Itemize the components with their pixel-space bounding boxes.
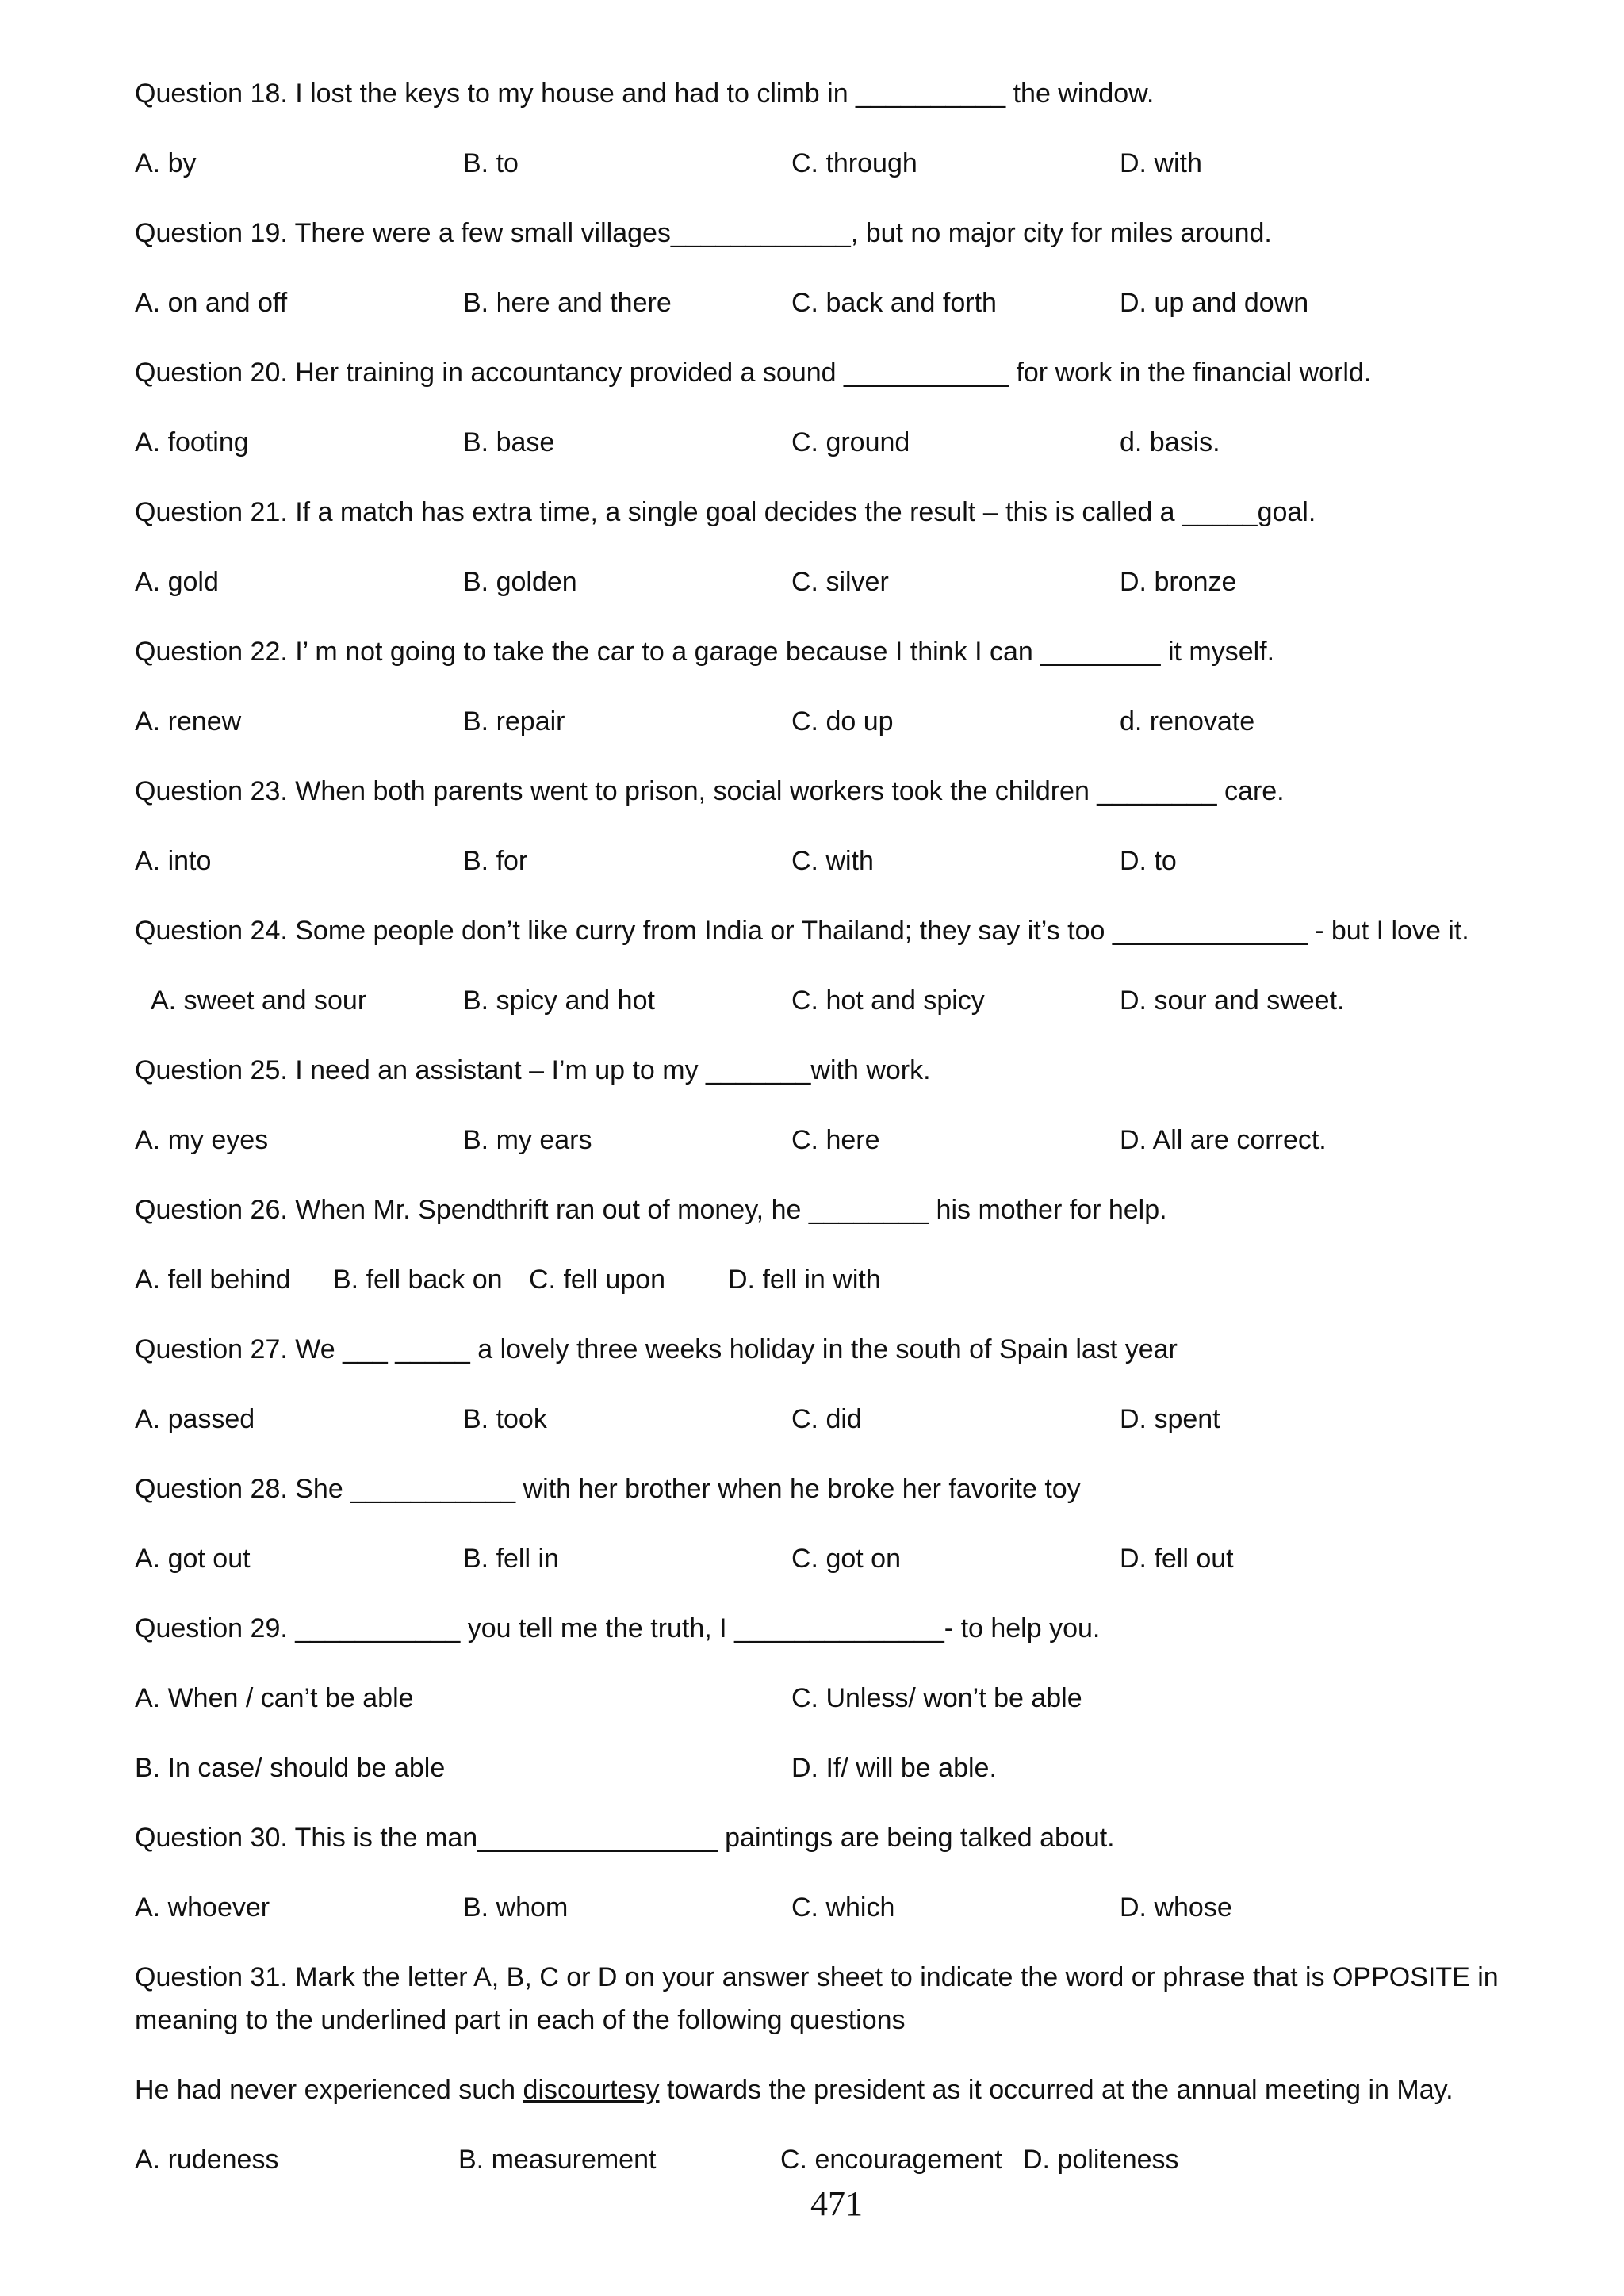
question-24-stem: Question 24. Some people don’t like curry from India or Thailand; they say it’s too _____________ - but I love it. xyxy=(135,916,1469,946)
question-25-option-b: B. my ears xyxy=(463,1125,592,1155)
question-31-option-a: A. rudeness xyxy=(135,2145,279,2175)
question-24-option-c: C. hot and spicy xyxy=(791,985,985,1016)
question-20-stem: Question 20. Her training in accountancy provided a sound ___________ for work in the financial world. xyxy=(135,358,1372,388)
question-31-underlined-word: discourtesy xyxy=(523,2075,660,2105)
question-18-stem: Question 18. I lost the keys to my house and had to climb in __________ the window. xyxy=(135,78,1155,109)
question-25-option-a: A. my eyes xyxy=(135,1125,269,1155)
question-28-option-d: D. fell out xyxy=(1120,1544,1234,1574)
question-19-stem: Question 19. There were a few small villages____________, but no major city for miles around. xyxy=(135,218,1272,248)
question-27-option-a: A. passed xyxy=(135,1404,255,1434)
question-28-option-c: C. got on xyxy=(791,1544,901,1574)
question-19-option-d: D. up and down xyxy=(1120,288,1309,318)
question-21-option-b: B. golden xyxy=(463,567,577,597)
question-30-option-d: D. whose xyxy=(1120,1892,1232,1923)
question-23-option-c: C. with xyxy=(791,846,874,876)
question-22-option-d: d. renovate xyxy=(1120,706,1255,737)
question-29-option-d: D. If/ will be able. xyxy=(791,1753,997,1783)
question-22-option-a: A. renew xyxy=(135,706,242,737)
question-31-option-c: C. encouragement xyxy=(780,2145,1002,2175)
question-18-option-d: D. with xyxy=(1120,148,1202,178)
question-25-stem: Question 25. I need an assistant – I’m up to my _______with work. xyxy=(135,1055,931,1085)
question-25-option-c: C. here xyxy=(791,1125,880,1155)
question-22-stem: Question 22. I’ m not going to take the car to a garage because I think I can ________ it myself. xyxy=(135,637,1275,667)
question-24-option-a: A. sweet and sour xyxy=(151,985,367,1016)
question-25-option-d: D. All are correct. xyxy=(1120,1125,1327,1155)
question-29-option-c: C. Unless/ won’t be able xyxy=(791,1683,1082,1713)
question-29-option-a: A. When / can’t be able xyxy=(135,1683,414,1713)
page-number: 471 xyxy=(810,2184,863,2223)
question-31-sentence-before: He had never experienced such xyxy=(135,2075,523,2105)
question-21-option-d: D. bronze xyxy=(1120,567,1237,597)
question-19-option-a: A. on and off xyxy=(135,288,288,318)
question-29-option-b: B. In case/ should be able xyxy=(135,1753,446,1783)
question-20-option-b: B. base xyxy=(463,427,555,457)
question-28-option-b: B. fell in xyxy=(463,1544,559,1574)
question-26-stem: Question 26. When Mr. Spendthrift ran out of money, he ________ his mother for help. xyxy=(135,1195,1167,1225)
question-20-option-a: A. footing xyxy=(135,427,249,457)
question-27-option-c: C. did xyxy=(791,1404,862,1434)
question-27-stem: Question 27. We ___ _____ a lovely three weeks holiday in the south of Spain last year xyxy=(135,1334,1178,1364)
question-21-stem: Question 21. If a match has extra time, a single goal decides the result – this is called a _____goal. xyxy=(135,497,1316,527)
question-18-option-b: B. to xyxy=(463,148,519,178)
question-30-option-a: A. whoever xyxy=(135,1892,270,1923)
question-23-option-d: D. to xyxy=(1120,846,1177,876)
question-28-stem: Question 28. She ___________ with her brother when he broke her favorite toy xyxy=(135,1474,1081,1504)
question-23-option-b: B. for xyxy=(463,846,528,876)
question-31-sentence xyxy=(135,2074,1454,2106)
question-19-option-c: C. back and forth xyxy=(791,288,997,318)
question-30-option-c: C. which xyxy=(791,1892,895,1923)
question-30-stem: Question 30. This is the man________________ paintings are being talked about. xyxy=(135,1823,1115,1853)
question-26-option-c: C. fell upon xyxy=(529,1265,665,1295)
question-22-option-b: B. repair xyxy=(463,706,565,737)
question-18-option-c: C. through xyxy=(791,148,917,178)
question-20-option-c: C. ground xyxy=(791,427,910,457)
question-26-option-d: D. fell in with xyxy=(728,1265,881,1295)
question-19-option-b: B. here and there xyxy=(463,288,672,318)
question-27-option-b: B. took xyxy=(463,1404,547,1434)
question-20-option-d: d. basis. xyxy=(1120,427,1220,457)
question-30-option-b: B. whom xyxy=(463,1892,569,1923)
question-23-option-a: A. into xyxy=(135,846,212,876)
question-24-option-d: D. sour and sweet. xyxy=(1120,985,1345,1016)
question-24-option-b: B. spicy and hot xyxy=(463,985,655,1016)
question-27-option-d: D. spent xyxy=(1120,1404,1220,1434)
question-26-option-a: A. fell behind xyxy=(135,1265,291,1295)
question-28-option-a: A. got out xyxy=(135,1544,251,1574)
question-29-stem: Question 29. ___________ you tell me the truth, I ______________- to help you. xyxy=(135,1613,1101,1644)
question-31-sentence-after: towards the president as it occurred at the annual meeting in May. xyxy=(659,2075,1454,2105)
question-26-option-b: B. fell back on xyxy=(333,1265,503,1295)
question-23-stem: Question 23. When both parents went to prison, social workers took the children ________ care. xyxy=(135,776,1285,806)
question-31-option-b: B. measurement xyxy=(458,2145,657,2175)
question-18-option-a: A. by xyxy=(135,148,197,178)
question-31-instruction: Question 31. Mark the letter A, B, C or D on your answer sheet to indicate the word or phrase that is OPPOSITE in meaning to the underlined part in each of the following questions xyxy=(135,1962,1499,2035)
question-21-option-c: C. silver xyxy=(791,567,889,597)
question-31-option-d: D. politeness xyxy=(1023,2145,1179,2175)
question-21-option-a: A. gold xyxy=(135,567,219,597)
question-22-option-c: C. do up xyxy=(791,706,894,737)
